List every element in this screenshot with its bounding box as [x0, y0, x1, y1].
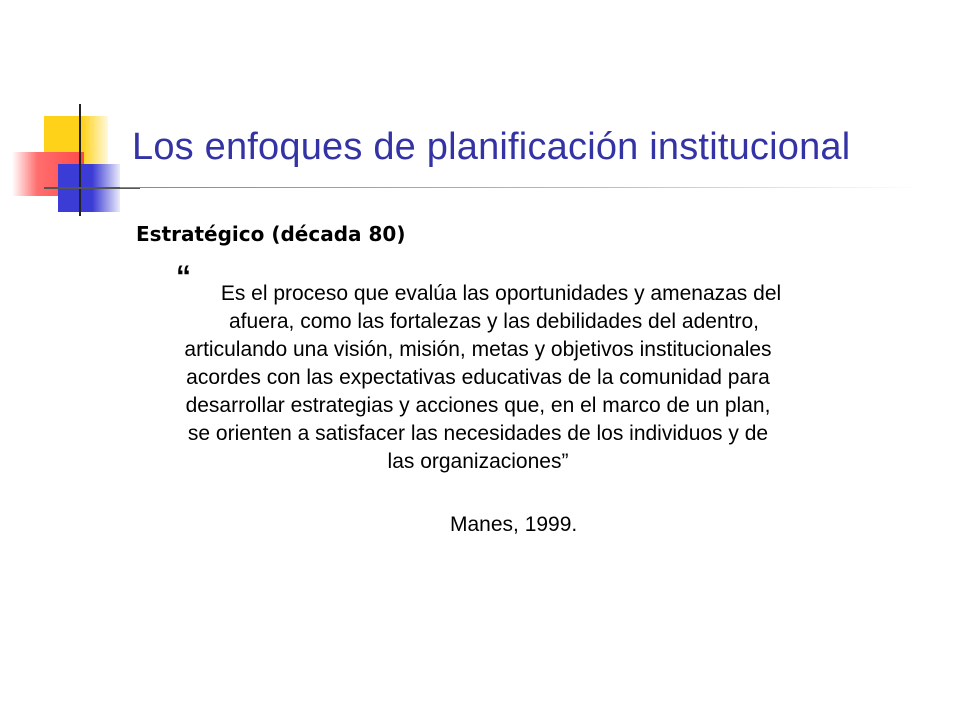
slide-title: Los enfoques de planificación institucional: [132, 126, 851, 168]
section-subheading: Estratégico (década 80): [136, 222, 406, 246]
quote-line: desarrollar estrategias y acciones que, en el marco de un plan,: [185, 394, 771, 417]
quote-paragraph: [150, 280, 806, 476]
corner-ornament: [0, 0, 140, 220]
quote-line: Es el proceso que evalúa las oportunidades y amenazas del: [220, 282, 782, 305]
quote-line: articulando una visión, misión, metas y objetivos institucionales: [184, 338, 772, 361]
quote-line: afuera, como las fortalezas y las debilidades del adentro,: [229, 310, 759, 333]
quote-line: acordes con las expectativas educativas de la comunidad para: [186, 366, 770, 389]
citation: Manes, 1999.: [450, 513, 578, 536]
quote-line: se orienten a satisfacer las necesidades de los individuos y de: [187, 422, 769, 445]
ornament-vertical-line: [79, 104, 81, 216]
title-divider: [120, 187, 920, 188]
quote-line: las organizaciones”: [387, 450, 569, 473]
opening-quote-mark: “: [176, 260, 191, 293]
